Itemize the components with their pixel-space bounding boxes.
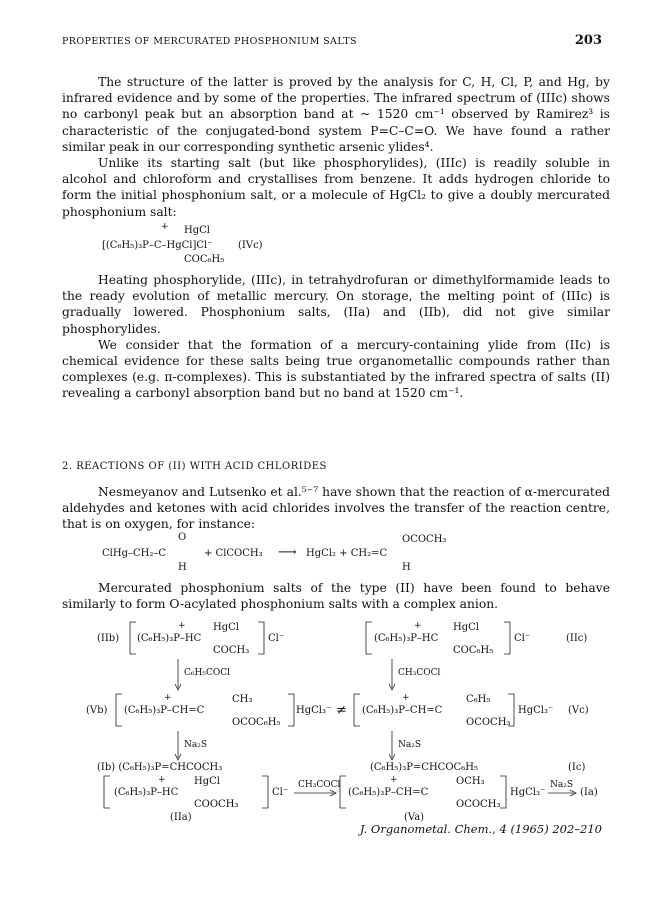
paragraph-4: We consider that the formation of a mercury-containing ylide from (IIc) is chemical evidence for these salts being true organometallic compounds rather than complexes (e.g. π-complexes). This is substantiated by the infrared spectra of salts (II) revealing a carbonyl absorption band but no band at 1520 cm⁻¹. [62,337,610,401]
Vb-anion: HgCl₃⁻ [296,705,332,716]
Vb-top: CH₃ [232,694,253,705]
paragraph-3: Heating phosphorylide, (IIIc), in tetrahydrofuran or dimethylformamide leads to the ready evolution of metallic mercury. On storage, the melting point of (IIIc) is gradually lowered. Phosphonium salts, (IIa) and (IIb), did not give similar phosphorylides. [62,273,610,336]
journal-citation-footer: J. Organometal. Chem., 4 (1965) 202–210 [359,822,602,836]
scheme-h-right: H [402,562,411,573]
label-Va: (Va) [404,812,425,823]
label-Ic: (Ic) [568,762,586,773]
scheme-product: HgCl₂ + CH₂=C [306,548,388,559]
scheme-oxygen: O [178,532,187,543]
paragraph-5: Nesmeyanov and Lutsenko et al.⁵⁻⁷ have shown that the reaction of α-mercurated aldehydes and ketones with acid chlorides involves the transfer of the reaction centre, that is on oxygen, for instance: [62,485,610,532]
paragraph-2: Unlike its starting salt (but like phosphorylides), (IIIc) is readily soluble in alcohol and chloroform and crystallises from benzene. It adds hydrogen chloride to form the initial phosphonium salt, or a molecule of HgCl₂ to give a doubly mercurated phosphonium salt: [62,156,610,219]
Ic-formula: (C₆H₅)₃P=CHCOC₆H₅ [370,762,478,773]
IIa-plus: + [158,775,166,785]
paragraph-1: The structure of the latter is proved by the analysis for C, H, Cl, P, and Hg, by infrared evidence and by some of the properties. The infrared spectrum of (IIIc) shows no carbonyl peak but an absorption band at ~ 1520 cm⁻¹ observed by Ramirez³ is characteristic of the conjugated-bond system P=C–C=O. We have found a rather similar peak in our corresponding synthetic arsenic ylides⁴. [62,75,610,154]
Va-top: OCH₃ [456,776,485,787]
reagent-na2s-right: Na₂S [398,740,422,750]
running-title: PROPERTIES OF MERCURATED PHOSPHONIUM SALTS [62,36,357,47]
Vc-plus: + [402,693,410,703]
page-number: 203 [574,33,602,48]
label-Vb: (Vb) [86,705,108,716]
Vb-core: (C₆H₅)₃P–CH=C [124,705,205,716]
IIa-hgcl: HgCl [194,776,220,787]
ivc-substituent: COC₆H₅ [184,254,225,265]
Vc-anion: HgCl₃⁻ [518,705,554,716]
scheme-arrow: ⟶ [278,545,297,560]
IIa-anion: Cl⁻ [272,787,289,798]
not-equal-sign: ≠ [336,703,347,718]
ivc-label: (IVc) [238,240,263,251]
IIa-substituent: COOCH₃ [194,799,239,810]
final-product-Ia: (Ia) [580,787,598,798]
IIb-core: (C₆H₅)₃P–HC [137,633,202,644]
Va-core: (C₆H₅)₃P–CH=C [348,787,429,798]
IIc-hgcl: HgCl [453,622,479,633]
IIc-substituent: COC₆H₅ [453,645,494,656]
IIb-hgcl: HgCl [213,622,239,633]
label-IIc: (IIc) [566,633,588,644]
scheme-reagent: + ClCOCH₃ [204,548,263,559]
final-reagent-na2s: Na₂S [550,780,574,790]
reagent-acetyl-chloride: CH₃COCl [398,668,441,678]
Vc-core: (C₆H₅)₃P–CH=C [362,705,443,716]
label-IIb: (IIb) [97,633,120,644]
label-Vc: (Vc) [568,705,589,716]
Vc-top: C₆H₅ [466,694,491,705]
scheme-reactant: ClHg–CH₂–C [102,548,167,559]
ivc-hgcl: HgCl [184,225,210,236]
Va-anion: HgCl₃⁻ [510,787,546,798]
IIc-plus: + [414,621,422,631]
ivc-plus: + [161,222,169,232]
IIc-core: (C₆H₅)₃P–HC [374,633,439,644]
IIa-core: (C₆H₅)₃P–HC [114,787,179,798]
section-heading: 2. REACTIONS OF (II) WITH ACID CHLORIDES [62,461,327,472]
arrow-reagent-acetyl-chloride: CH₃COCl [298,780,341,790]
paragraph-6: Mercurated phosphonium salts of the type (II) have been found to behave similarly to form O-acylated phosphonium salts with a complex anion. [62,581,610,612]
IIb-substituent: COCH₃ [213,645,250,656]
Vc-substituent: OCOCH₃ [466,717,511,728]
IIb-plus: + [178,621,186,631]
Vb-plus: + [164,693,172,703]
ivc-main-formula: [(C₆H₅)₃P–C–HgCl]Cl⁻ [102,240,213,251]
IIb-anion: Cl⁻ [268,633,285,644]
reagent-benzoyl-chloride: C₆H₅COCl [184,668,230,678]
IIc-anion: Cl⁻ [514,633,531,644]
scheme-ococh3: OCOCH₃ [402,534,447,545]
Va-substituent: OCOCH₃ [456,799,501,810]
label-IIa: (IIa) [170,812,192,823]
scheme-h-left: H [178,562,187,573]
Vb-substituent: OCOC₆H₅ [232,717,281,728]
Va-plus: + [390,775,398,785]
Ib-formula: (Ib) (C₆H₅)₃P=CHCOCH₃ [97,762,223,773]
reagent-na2s-left: Na₂S [184,740,208,750]
